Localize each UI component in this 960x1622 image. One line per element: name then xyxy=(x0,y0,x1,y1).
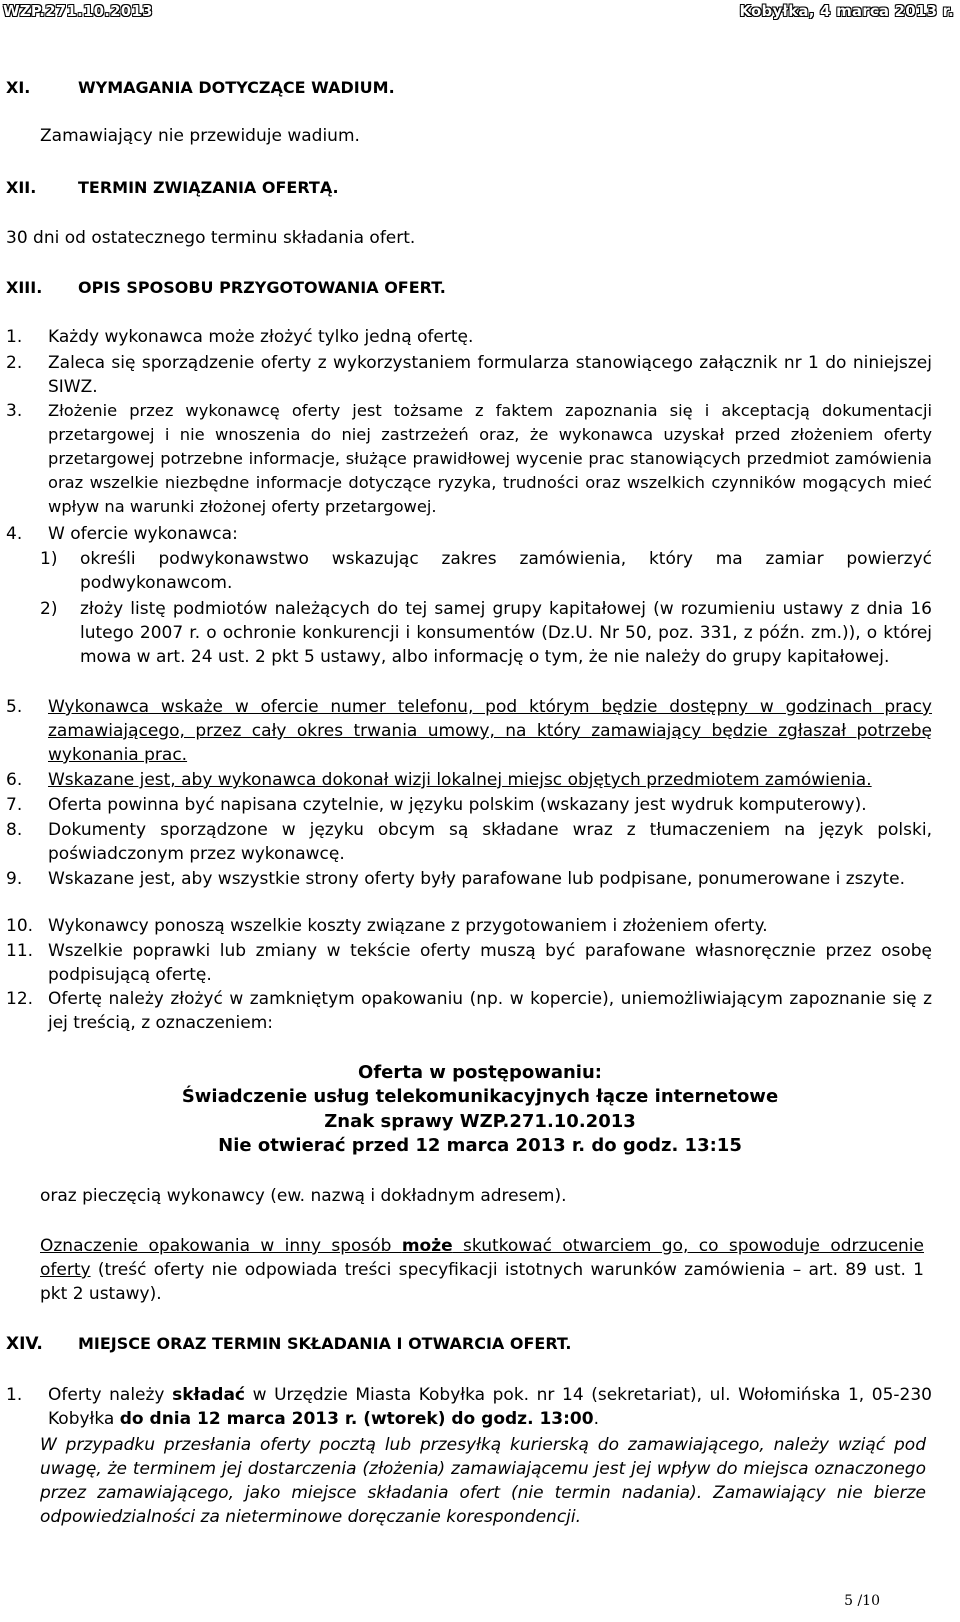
envelope-label-line: Nie otwierać przed 12 marca 2013 r. do godz. 13:15 xyxy=(218,1135,742,1156)
section-title: OPIS SPOSOBU PRZYGOTOWANIA OFERT. xyxy=(78,278,446,297)
section-number: XI. xyxy=(6,78,31,97)
envelope-label-line: Znak sprawy WZP.271.10.2013 xyxy=(324,1111,636,1132)
envelope-label-line: Oferta w postępowaniu: xyxy=(358,1062,602,1083)
section-xi-text: Zamawiający nie przewiduje wadium. xyxy=(40,126,360,146)
page-header xyxy=(0,0,960,30)
section-number: XIV. xyxy=(6,1334,43,1354)
case-number: WZP.271.10.2013 xyxy=(3,2,153,20)
envelope-label-line: Świadczenie usług telekomunikacyjnych łącze internetowe xyxy=(181,1086,779,1107)
after-label-text: oraz pieczęcią wykonawcy (ew. nazwą i dokładnym adresem). xyxy=(40,1186,567,1206)
italic-note: W przypadku przesłania oferty pocztą lub przesyłką kurierską do zamawiającego, należy wziąć pod uwagę, że terminem jej dostarczenia (złożenia) zamawiającemu jest jej wpływ do miejsca oznaczonego przez zamawiającego, jako miejsce składania ofert (nie termin nadania). Zamawiający nie bierze odpowiedzialności za nieterminowe doręczanie korespondencji. xyxy=(40,1435,926,1527)
place-date: Kobyłka, 4 marca 2013 r. xyxy=(739,2,954,20)
section-number: XIII. xyxy=(6,278,43,297)
page-number: 5 /10 xyxy=(844,1593,880,1609)
section-xii-text: 30 dni od ostatecznego terminu składania ofert. xyxy=(6,228,416,248)
section-title: WYMAGANIA DOTYCZĄCE WADIUM. xyxy=(78,78,395,97)
section-title: TERMIN ZWIĄZANIA OFERTĄ. xyxy=(78,178,339,197)
warning-paragraph: Oznaczenie opakowania w inny sposób może skutkować otwarciem go, co spowoduje odrzucenie oferty (treść oferty nie odpowiada treści specyfikacji istotnych warunków zamówienia – art. 89 ust. 1 pkt 2 ustawy). xyxy=(40,1236,924,1304)
section-title: MIEJSCE ORAZ TERMIN SKŁADANIA I OTWARCIA OFERT. xyxy=(78,1334,572,1353)
section-number: XII. xyxy=(6,178,37,197)
